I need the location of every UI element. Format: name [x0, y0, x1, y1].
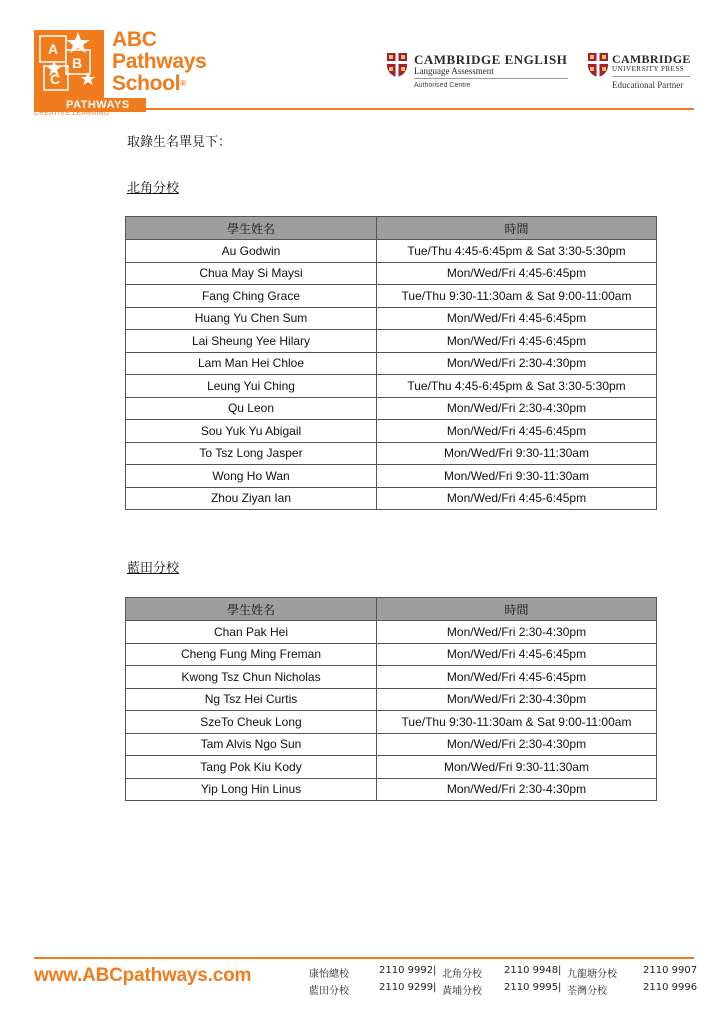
school-name-line1: ABC: [112, 28, 157, 51]
column-header-student-name: 學生姓名: [126, 598, 377, 621]
table-row: [126, 666, 657, 689]
logo-letter-b: B: [72, 55, 83, 71]
cambridge-press-subtitle: UNIVERSITY PRESS: [612, 65, 685, 73]
school-name-line3: School: [112, 72, 181, 95]
contact-phone: 2110 9995: [504, 982, 559, 993]
table-row: [126, 643, 657, 666]
student-name-cell: Qu Leon: [126, 397, 377, 420]
authorised-centre-label: Authorised Centre: [414, 82, 471, 89]
class-time-cell: Tue/Thu 9:30-11:30am & Sat 9:00-11:00am: [377, 711, 657, 734]
table-header-row: [126, 598, 657, 621]
contact-branch-name: 黃埔分校: [442, 986, 482, 997]
student-name-cell: SzeTo Cheuk Long: [126, 711, 377, 734]
class-time-cell: Mon/Wed/Fri 2:30-4:30pm: [377, 733, 657, 756]
cambridge-press-divider: [612, 76, 690, 77]
class-time-cell: Mon/Wed/Fri 4:45-6:45pm: [377, 262, 657, 285]
table-row: [126, 711, 657, 734]
table-row: [126, 420, 657, 443]
student-name-cell: Chua May Si Maysi: [126, 262, 377, 285]
class-time-cell: Mon/Wed/Fri 2:30-4:30pm: [377, 621, 657, 644]
intro-text: 取錄生名單見下：: [127, 135, 232, 150]
class-time-cell: Mon/Wed/Fri 4:45-6:45pm: [377, 307, 657, 330]
registered-mark: ®: [180, 79, 186, 88]
class-time-cell: Mon/Wed/Fri 2:30-4:30pm: [377, 397, 657, 420]
column-header-time: 時間: [377, 598, 657, 621]
contact-branch-name: 荃灣分校: [567, 986, 607, 997]
cambridge-crest-icon: [386, 52, 408, 78]
educational-partner-label: Educational Partner: [612, 80, 684, 90]
table-row: [126, 352, 657, 375]
cambridge-press-crest-icon: [587, 52, 609, 78]
class-time-cell: Mon/Wed/Fri 2:30-4:30pm: [377, 778, 657, 801]
student-name-cell: Tam Alvis Ngo Sun: [126, 733, 377, 756]
student-name-cell: Ng Tsz Hei Curtis: [126, 688, 377, 711]
table-row: [126, 487, 657, 510]
student-name-cell: Leung Yui Ching: [126, 375, 377, 398]
student-name-cell: Lam Man Hei Chloe: [126, 352, 377, 375]
table-body: [126, 621, 657, 801]
school-name-line2: Pathways: [112, 50, 207, 73]
column-header-time: 時間: [377, 217, 657, 240]
table-row: [126, 262, 657, 285]
class-time-cell: Tue/Thu 9:30-11:30am & Sat 9:00-11:00am: [377, 285, 657, 308]
school-logo-badge: [34, 30, 104, 100]
branch-heading-north-point: 北角分校: [127, 181, 180, 196]
class-time-cell: Mon/Wed/Fri 4:45-6:45pm: [377, 666, 657, 689]
table-row: [126, 688, 657, 711]
class-time-cell: Mon/Wed/Fri 2:30-4:30pm: [377, 352, 657, 375]
column-header-student-name: 學生姓名: [126, 217, 377, 240]
table-row: [126, 621, 657, 644]
class-time-cell: Mon/Wed/Fri 9:30-11:30am: [377, 756, 657, 779]
class-time-cell: Mon/Wed/Fri 4:45-6:45pm: [377, 643, 657, 666]
contact-branch-name: 康怡總校: [309, 969, 349, 980]
branch-contacts: [309, 965, 699, 999]
class-time-cell: Mon/Wed/Fri 4:45-6:45pm: [377, 420, 657, 443]
contact-phone: 2110 9996: [643, 982, 698, 993]
class-time-cell: Mon/Wed/Fri 2:30-4:30pm: [377, 688, 657, 711]
class-time-cell: Mon/Wed/Fri 9:30-11:30am: [377, 442, 657, 465]
student-name-cell: To Tsz Long Jasper: [126, 442, 377, 465]
student-name-cell: Lai Sheung Yee Hilary: [126, 330, 377, 353]
table-row: [126, 307, 657, 330]
branch-heading-lam-tin: 藍田分校: [127, 561, 180, 576]
website-link[interactable]: www.ABCpathways.com: [34, 965, 252, 986]
footer-divider: [34, 957, 694, 959]
class-time-cell: Mon/Wed/Fri 4:45-6:45pm: [377, 487, 657, 510]
cambridge-press-title: CAMBRIDGE: [612, 52, 691, 66]
table-row: [126, 240, 657, 263]
student-name-cell: Tang Pok Kiu Kody: [126, 756, 377, 779]
class-time-cell: Mon/Wed/Fri 9:30-11:30am: [377, 465, 657, 488]
pathways-band-label: PATHWAYS: [66, 99, 130, 111]
admission-table-north-point: [125, 216, 657, 510]
contacts-row: 康怡總校 2110 9992 | 北角分校 2110 9948 | 九龍塘分校 2110 9907: [309, 965, 698, 980]
table-row: [126, 465, 657, 488]
contact-phone: 2110 9299: [379, 982, 434, 993]
student-name-cell: Wong Ho Wan: [126, 465, 377, 488]
table-body: [126, 240, 657, 510]
student-name-cell: Huang Yu Chen Sum: [126, 307, 377, 330]
contact-phone: 2110 9948: [504, 965, 559, 976]
contact-branch-name: 九龍塘分校: [567, 969, 617, 980]
logo-tagline: CREATIVE LEARNING: [34, 110, 110, 117]
table-row: [126, 756, 657, 779]
cambridge-english-subtitle: Language Assessment: [414, 66, 494, 76]
contact-branch-name: 藍田分校: [309, 986, 349, 997]
table-row: [126, 397, 657, 420]
school-name: [112, 29, 242, 95]
cambridge-english-title: CAMBRIDGE ENGLISH: [414, 52, 568, 67]
class-time-cell: Tue/Thu 4:45-6:45pm & Sat 3:30-5:30pm: [377, 375, 657, 398]
contact-phone: 2110 9992: [379, 965, 434, 976]
student-name-cell: Kwong Tsz Chun Nicholas: [126, 666, 377, 689]
cambridge-english-divider: [414, 78, 568, 79]
student-name-cell: Zhou Ziyan Ian: [126, 487, 377, 510]
admission-table-lam-tin: [125, 597, 657, 801]
table-row: [126, 285, 657, 308]
student-name-cell: Chan Pak Hei: [126, 621, 377, 644]
table-row: [126, 778, 657, 801]
logo-letter-a: A: [48, 41, 59, 57]
logo-star-graphic: [34, 30, 104, 100]
table-row: [126, 375, 657, 398]
contacts-row: 藍田分校 2110 9299 | 黃埔分校 2110 9995 | 荃灣分校 2110 9996: [309, 982, 698, 997]
student-name-cell: Yip Long Hin Linus: [126, 778, 377, 801]
class-time-cell: Mon/Wed/Fri 4:45-6:45pm: [377, 330, 657, 353]
header-divider: [146, 108, 694, 110]
logo-letter-c: C: [50, 71, 61, 87]
table-row: [126, 733, 657, 756]
table-row: [126, 442, 657, 465]
contact-branch-name: 北角分校: [442, 969, 482, 980]
table-row: [126, 330, 657, 353]
student-name-cell: Sou Yuk Yu Abigail: [126, 420, 377, 443]
student-name-cell: Au Godwin: [126, 240, 377, 263]
student-name-cell: Fang Ching Grace: [126, 285, 377, 308]
student-name-cell: Cheng Fung Ming Freman: [126, 643, 377, 666]
class-time-cell: Tue/Thu 4:45-6:45pm & Sat 3:30-5:30pm: [377, 240, 657, 263]
contact-phone: 2110 9907: [643, 965, 698, 976]
table-header-row: [126, 217, 657, 240]
